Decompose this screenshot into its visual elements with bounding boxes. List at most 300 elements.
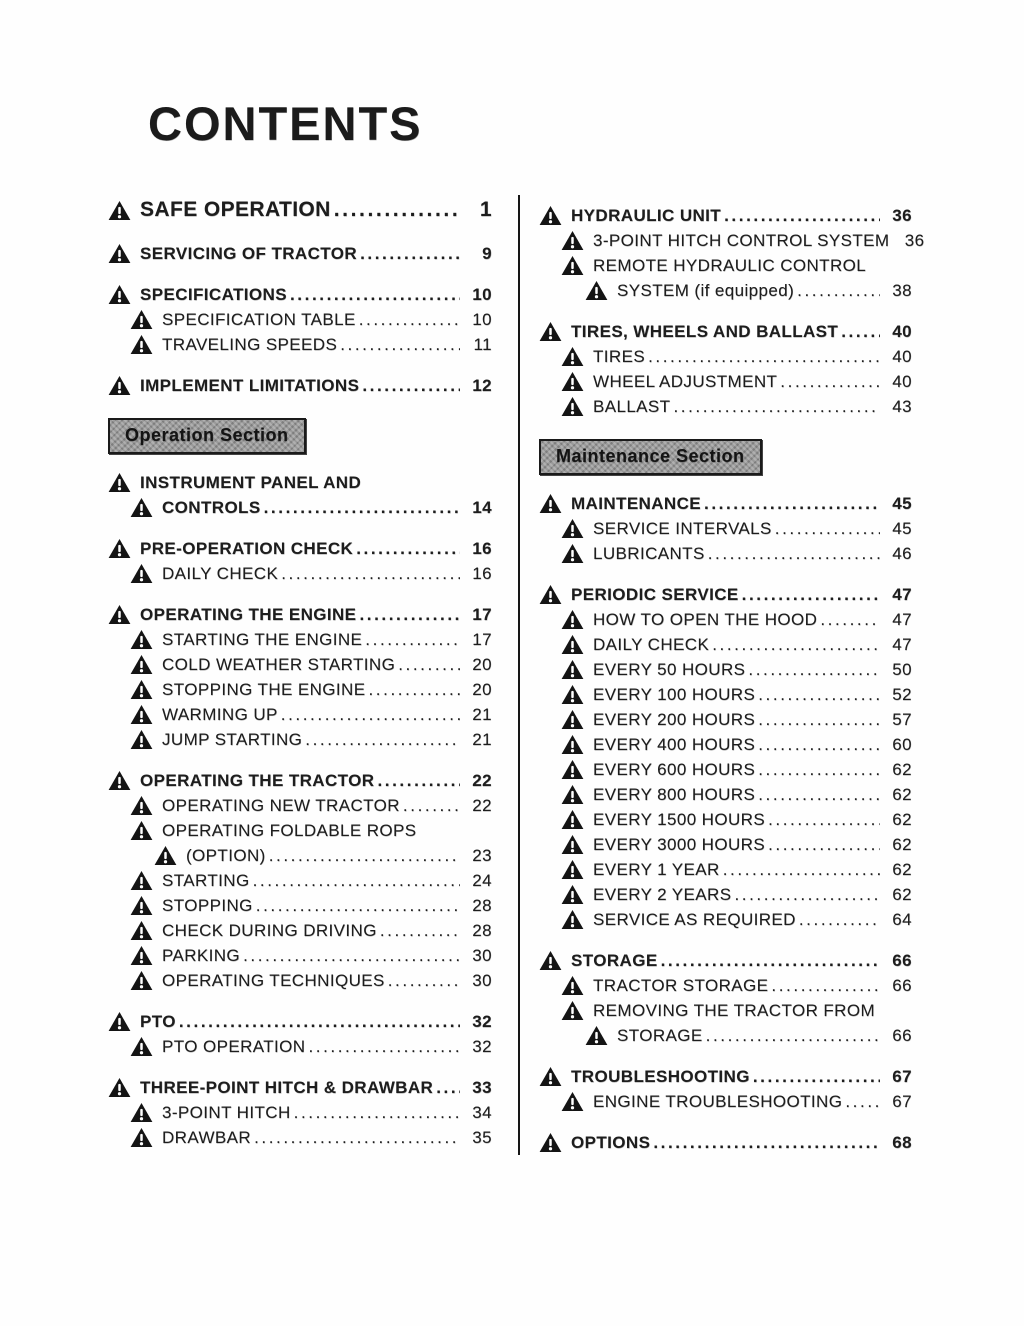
toc-entry	[539, 491, 912, 516]
warning-triangle-icon	[108, 604, 131, 625]
toc-entry	[108, 793, 492, 818]
toc-entry-page: 68	[892, 1133, 912, 1152]
warning-triangle-icon	[130, 820, 153, 841]
toc-entry-page: 11	[473, 335, 492, 354]
toc-entry-page: 57	[892, 710, 912, 729]
warning-triangle-icon	[561, 809, 584, 830]
warning-triangle-icon	[561, 371, 584, 392]
toc-entry	[108, 536, 492, 561]
toc-entry-label: STARTING	[162, 871, 250, 890]
toc-entry	[108, 495, 492, 520]
toc-entry-label: BALLAST	[593, 397, 671, 416]
toc-entry	[539, 857, 912, 882]
toc-entry-label: COLD WEATHER STARTING	[162, 655, 396, 674]
dot-leader	[753, 1064, 880, 1089]
toc-entry-page: 1	[479, 198, 492, 221]
warning-triangle-icon	[561, 396, 584, 417]
warning-triangle-icon	[539, 1132, 562, 1153]
toc-entry-label: EVERY 3000 HOURS	[593, 835, 766, 854]
column-divider	[518, 195, 520, 1155]
toc-entry	[108, 768, 492, 793]
toc-entry	[539, 582, 912, 607]
warning-triangle-icon	[539, 584, 562, 605]
toc-entry-page: 9	[482, 244, 492, 263]
warning-triangle-icon	[130, 704, 153, 725]
toc-entry	[539, 707, 912, 732]
warning-triangle-icon	[130, 729, 153, 750]
warning-triangle-icon	[130, 679, 153, 700]
dot-leader	[340, 332, 460, 357]
toc-entry-label: OPERATING THE ENGINE	[140, 605, 357, 624]
dot-leader	[758, 682, 880, 707]
toc-entry-label: EVERY 400 HOURS	[593, 735, 756, 754]
warning-triangle-icon	[561, 609, 584, 630]
dot-leader	[356, 536, 460, 561]
toc-entry	[539, 253, 912, 278]
toc-entry-page: 35	[472, 1128, 492, 1147]
toc-entry-label: SAFE OPERATION	[140, 198, 331, 221]
toc-entry	[539, 807, 912, 832]
dot-leader	[308, 1034, 460, 1059]
dot-leader	[768, 832, 880, 857]
warning-triangle-icon	[108, 538, 131, 559]
warning-triangle-icon	[130, 1127, 153, 1148]
toc-entry-page: 62	[892, 810, 912, 829]
warning-triangle-icon	[561, 1000, 584, 1021]
toc-entry-label: TROUBLESHOOTING	[571, 1067, 750, 1086]
dot-leader	[362, 373, 460, 398]
section-badge: Operation Section	[108, 418, 306, 454]
toc-entry-page: 33	[472, 1078, 492, 1097]
warning-triangle-icon	[561, 784, 584, 805]
warning-triangle-icon	[130, 870, 153, 891]
toc-entry-page: 24	[472, 871, 492, 890]
dot-leader	[708, 541, 880, 566]
toc-entry	[108, 1009, 492, 1034]
toc-entry-label: OPERATING TECHNIQUES	[162, 971, 385, 990]
dot-leader	[377, 768, 460, 793]
toc-entry-label: DAILY CHECK	[162, 564, 279, 583]
toc-entry-page: 52	[892, 685, 912, 704]
dot-leader	[771, 973, 880, 998]
toc-entry	[539, 228, 925, 253]
toc-entry	[108, 918, 492, 943]
toc-entry	[108, 843, 492, 868]
warning-triangle-icon	[130, 795, 153, 816]
toc-entry-page: 38	[892, 281, 912, 300]
dot-leader	[281, 561, 460, 586]
toc-entry	[108, 627, 492, 652]
toc-entry-page: 62	[892, 835, 912, 854]
warning-triangle-icon	[108, 1011, 131, 1032]
toc-entry	[108, 373, 492, 398]
toc-entry-page: 64	[892, 910, 912, 929]
dot-leader	[742, 582, 880, 607]
dot-leader	[661, 948, 880, 973]
toc-entry-label: OPERATING FOLDABLE ROPS	[162, 821, 417, 840]
warning-triangle-icon	[561, 909, 584, 930]
toc-entry	[539, 632, 912, 657]
toc-entry-label: LUBRICANTS	[593, 544, 705, 563]
toc-entry	[539, 541, 912, 566]
toc-entry	[539, 1064, 912, 1089]
warning-triangle-icon	[130, 629, 153, 650]
toc-entry-label: EVERY 200 HOURS	[593, 710, 756, 729]
dot-leader	[243, 943, 460, 968]
toc-entry-label: STORAGE	[571, 951, 658, 970]
toc-entry-page: 50	[892, 660, 912, 679]
toc-entry-page: 32	[472, 1037, 492, 1056]
toc-entry-label: SYSTEM (if equipped)	[617, 281, 795, 300]
toc-entry-label: OPERATING THE TRACTOR	[140, 771, 375, 790]
toc-entry	[108, 1075, 492, 1100]
warning-triangle-icon	[561, 1091, 584, 1112]
toc-entry-page: 66	[892, 951, 912, 970]
warning-triangle-icon	[539, 493, 562, 514]
dot-leader	[845, 1089, 880, 1114]
toc-entry-label: 3-POINT HITCH	[162, 1103, 291, 1122]
warning-triangle-icon	[130, 1036, 153, 1057]
dot-leader	[653, 1130, 880, 1155]
toc-entry-label: STOPPING THE ENGINE	[162, 680, 366, 699]
toc-entry-label: INSTRUMENT PANEL AND	[140, 473, 362, 492]
warning-triangle-icon	[130, 309, 153, 330]
toc-entry-label: STARTING THE ENGINE	[162, 630, 363, 649]
warning-triangle-icon	[561, 884, 584, 905]
toc-entry-label: TRACTOR STORAGE	[593, 976, 769, 995]
toc-entry-label: JUMP STARTING	[162, 730, 303, 749]
toc-entry-page: 16	[472, 564, 492, 583]
warning-triangle-icon	[561, 709, 584, 730]
toc-entry-label: TIRES, WHEELS AND BALLAST	[571, 322, 839, 341]
toc-entry-page: 47	[892, 585, 912, 604]
toc-entry-label: PTO	[140, 1012, 176, 1031]
warning-triangle-icon	[108, 472, 131, 493]
toc-entry	[539, 319, 912, 344]
toc-entry-page: 17	[472, 605, 492, 624]
warning-triangle-icon	[539, 321, 562, 342]
dot-leader	[724, 203, 880, 228]
toc-entry-page: 16	[472, 539, 492, 558]
toc-entry-label: (OPTION)	[186, 846, 266, 865]
toc-entry-label: OPTIONS	[571, 1133, 651, 1152]
warning-triangle-icon	[561, 634, 584, 655]
toc-right-column	[539, 195, 925, 1155]
dot-leader	[290, 282, 460, 307]
toc-entry-page: 21	[472, 705, 492, 724]
dot-leader	[758, 757, 880, 782]
toc-entry-page: 66	[892, 1026, 912, 1045]
toc-entry-label: EVERY 2 YEARS	[593, 885, 732, 904]
toc-entry-label: TIRES	[593, 347, 646, 366]
toc-entry-page: 10	[472, 310, 492, 329]
dot-leader	[436, 1075, 460, 1100]
toc-entry-label: MAINTENANCE	[571, 494, 702, 513]
toc-entry-label: DRAWBAR	[162, 1128, 252, 1147]
toc-entry-page: 62	[892, 860, 912, 879]
warning-triangle-icon	[130, 334, 153, 355]
toc-entry-page: 12	[472, 376, 492, 395]
toc-entry	[108, 332, 492, 357]
toc-entry-page: 17	[472, 630, 492, 649]
toc-entry	[539, 516, 912, 541]
toc-entry-page: 30	[472, 946, 492, 965]
toc-entry	[539, 1130, 912, 1155]
toc-entry-page: 67	[892, 1067, 912, 1086]
warning-triangle-icon	[130, 920, 153, 941]
toc-entry	[108, 602, 492, 627]
toc-entry	[108, 818, 492, 843]
dot-leader	[403, 793, 460, 818]
dot-leader	[841, 319, 880, 344]
dot-leader	[775, 516, 880, 541]
dot-leader	[368, 677, 460, 702]
dot-leader	[768, 807, 880, 832]
toc-entry	[108, 702, 492, 727]
toc-columns	[108, 195, 925, 1155]
warning-triangle-icon	[585, 280, 608, 301]
toc-entry-page: 32	[472, 1012, 492, 1031]
toc-entry	[539, 657, 912, 682]
toc-entry	[539, 394, 912, 419]
warning-triangle-icon	[130, 970, 153, 991]
toc-entry	[539, 369, 912, 394]
toc-entry-label: STOPPING	[162, 896, 253, 915]
dot-leader	[264, 495, 460, 520]
toc-entry-page: 40	[892, 322, 912, 341]
warning-triangle-icon	[108, 200, 131, 221]
toc-entry	[539, 757, 912, 782]
toc-entry	[539, 344, 912, 369]
toc-entry	[108, 727, 492, 752]
dot-leader	[820, 607, 880, 632]
warning-triangle-icon	[130, 497, 153, 518]
toc-entry-page: 40	[892, 347, 912, 366]
section-badge-row	[108, 418, 492, 454]
dot-leader	[365, 627, 460, 652]
toc-entry-label: IMPLEMENT LIMITATIONS	[140, 376, 360, 395]
toc-entry-label: EVERY 50 HOURS	[593, 660, 746, 679]
toc-entry	[539, 732, 912, 757]
toc-entry-page: 22	[472, 771, 492, 790]
toc-entry-page: 62	[892, 885, 912, 904]
toc-entry	[108, 561, 492, 586]
toc-entry-label: WHEEL ADJUSTMENT	[593, 372, 778, 391]
toc-entry-page: 28	[472, 896, 492, 915]
toc-entry-label: HOW TO OPEN THE HOOD	[593, 610, 818, 629]
toc-entry-label: EVERY 600 HOURS	[593, 760, 756, 779]
toc-entry	[539, 998, 912, 1023]
toc-entry-page: 28	[472, 921, 492, 940]
toc-left-column	[108, 195, 492, 1155]
toc-entry-page: 10	[472, 285, 492, 304]
warning-triangle-icon	[539, 1066, 562, 1087]
toc-entry-label: 3-POINT HITCH CONTROL SYSTEM	[593, 231, 890, 250]
toc-entry-page: 20	[472, 680, 492, 699]
warning-triangle-icon	[130, 654, 153, 675]
dot-leader	[388, 968, 460, 993]
page-title: CONTENTS	[148, 97, 423, 150]
dot-leader	[734, 882, 880, 907]
toc-entry	[108, 195, 492, 225]
toc-entry-label: PTO OPERATION	[162, 1037, 306, 1056]
toc-entry-page: 36	[892, 206, 912, 225]
toc-entry-page: 20	[472, 655, 492, 674]
toc-entry-page: 43	[892, 397, 912, 416]
warning-triangle-icon	[561, 230, 584, 251]
dot-leader	[360, 241, 460, 266]
dot-leader	[648, 344, 880, 369]
toc-entry-label: REMOTE HYDRAULIC CONTROL	[593, 256, 867, 275]
toc-entry	[108, 1034, 492, 1059]
toc-entry-label: SERVICING OF TRACTOR	[140, 244, 358, 263]
dot-leader	[758, 782, 880, 807]
toc-entry	[108, 307, 492, 332]
dot-leader	[294, 1100, 460, 1125]
section-badge-row	[539, 439, 912, 475]
toc-entry-label: STORAGE	[617, 1026, 703, 1045]
toc-entry	[108, 893, 492, 918]
dot-leader	[269, 843, 460, 868]
dot-leader	[712, 632, 880, 657]
dot-leader	[799, 907, 880, 932]
warning-triangle-icon	[108, 1077, 131, 1098]
dot-leader	[780, 369, 880, 394]
toc-entry-page: 21	[472, 730, 492, 749]
dot-leader	[723, 857, 880, 882]
toc-entry-page: 40	[892, 372, 912, 391]
dot-leader	[359, 602, 460, 627]
toc-entry-label: HYDRAULIC UNIT	[571, 206, 722, 225]
toc-entry-page: 45	[892, 519, 912, 538]
toc-entry-page: 22	[472, 796, 492, 815]
warning-triangle-icon	[154, 845, 177, 866]
toc-entry	[539, 882, 912, 907]
dot-leader	[758, 732, 880, 757]
warning-triangle-icon	[561, 859, 584, 880]
toc-entry	[539, 682, 912, 707]
toc-entry-label: PARKING	[162, 946, 241, 965]
dot-leader	[253, 868, 460, 893]
toc-entry-label: SPECIFICATION TABLE	[162, 310, 356, 329]
warning-triangle-icon	[561, 659, 584, 680]
toc-entry-page: 34	[472, 1103, 492, 1122]
dot-leader	[380, 918, 460, 943]
warning-triangle-icon	[130, 1102, 153, 1123]
warning-triangle-icon	[130, 895, 153, 916]
toc-entry	[539, 607, 912, 632]
warning-triangle-icon	[561, 346, 584, 367]
toc-entry-label: WARMING UP	[162, 705, 278, 724]
toc-entry	[108, 470, 492, 495]
dot-leader	[706, 1023, 880, 1048]
warning-triangle-icon	[539, 950, 562, 971]
toc-entry-label: EVERY 1500 HOURS	[593, 810, 766, 829]
toc-entry	[539, 278, 912, 303]
warning-triangle-icon	[108, 284, 131, 305]
toc-entry-label: DAILY CHECK	[593, 635, 710, 654]
section-badge: Maintenance Section	[539, 439, 762, 475]
warning-triangle-icon	[108, 243, 131, 264]
warning-triangle-icon	[561, 734, 584, 755]
toc-entry	[108, 968, 492, 993]
dot-leader	[305, 727, 460, 752]
dot-leader	[673, 394, 880, 419]
toc-entry	[108, 677, 492, 702]
toc-entry-page: 60	[892, 735, 912, 754]
toc-entry-label: SERVICE AS REQUIRED	[593, 910, 796, 929]
dot-leader	[254, 1125, 460, 1150]
toc-entry-page: 45	[892, 494, 912, 513]
dot-leader	[256, 893, 460, 918]
toc-entry-page: 30	[472, 971, 492, 990]
warning-triangle-icon	[561, 834, 584, 855]
warning-triangle-icon	[108, 770, 131, 791]
dot-leader	[281, 702, 460, 727]
toc-entry-label: THREE-POINT HITCH & DRAWBAR	[140, 1078, 434, 1097]
warning-triangle-icon	[561, 759, 584, 780]
toc-entry-page: 36	[904, 231, 925, 250]
dot-leader	[758, 707, 880, 732]
dot-leader	[359, 307, 460, 332]
toc-entry	[108, 652, 492, 677]
dot-leader	[797, 278, 880, 303]
warning-triangle-icon	[561, 975, 584, 996]
warning-triangle-icon	[561, 543, 584, 564]
warning-triangle-icon	[539, 205, 562, 226]
toc-entry-page: 14	[472, 498, 492, 517]
toc-entry-page: 62	[892, 785, 912, 804]
warning-triangle-icon	[561, 518, 584, 539]
toc-entry-label: ENGINE TROUBLESHOOTING	[593, 1092, 843, 1111]
toc-entry-page: 66	[892, 976, 912, 995]
toc-entry-label: TRAVELING SPEEDS	[162, 335, 338, 354]
toc-entry	[108, 943, 492, 968]
dot-leader	[704, 491, 880, 516]
toc-entry-page: 47	[892, 610, 912, 629]
toc-entry	[539, 973, 912, 998]
toc-entry-label: REMOVING THE TRACTOR FROM	[593, 1001, 876, 1020]
dot-leader	[179, 1009, 460, 1034]
toc-entry-label: SERVICE INTERVALS	[593, 519, 772, 538]
toc-entry-label: SPECIFICATIONS	[140, 285, 287, 304]
toc-entry	[539, 832, 912, 857]
toc-entry	[539, 203, 912, 228]
dot-leader	[398, 652, 460, 677]
toc-entry-label: PERIODIC SERVICE	[571, 585, 739, 604]
warning-triangle-icon	[130, 563, 153, 584]
warning-triangle-icon	[108, 375, 131, 396]
toc-entry	[539, 1089, 912, 1114]
warning-triangle-icon	[585, 1025, 608, 1046]
toc-entry	[539, 782, 912, 807]
toc-entry	[108, 1100, 492, 1125]
toc-entry-label: CONTROLS	[162, 498, 261, 517]
toc-entry-label: EVERY 800 HOURS	[593, 785, 756, 804]
toc-entry	[108, 868, 492, 893]
toc-entry	[539, 907, 912, 932]
warning-triangle-icon	[561, 684, 584, 705]
toc-entry-label: PRE-OPERATION CHECK	[140, 539, 354, 558]
toc-entry-page: 46	[892, 544, 912, 563]
toc-entry-label: EVERY 100 HOURS	[593, 685, 756, 704]
toc-entry	[539, 1023, 912, 1048]
warning-triangle-icon	[561, 255, 584, 276]
toc-entry-page: 23	[472, 846, 492, 865]
toc-entry-page: 47	[892, 635, 912, 654]
toc-entry	[108, 282, 492, 307]
toc-entry-page: 62	[892, 760, 912, 779]
